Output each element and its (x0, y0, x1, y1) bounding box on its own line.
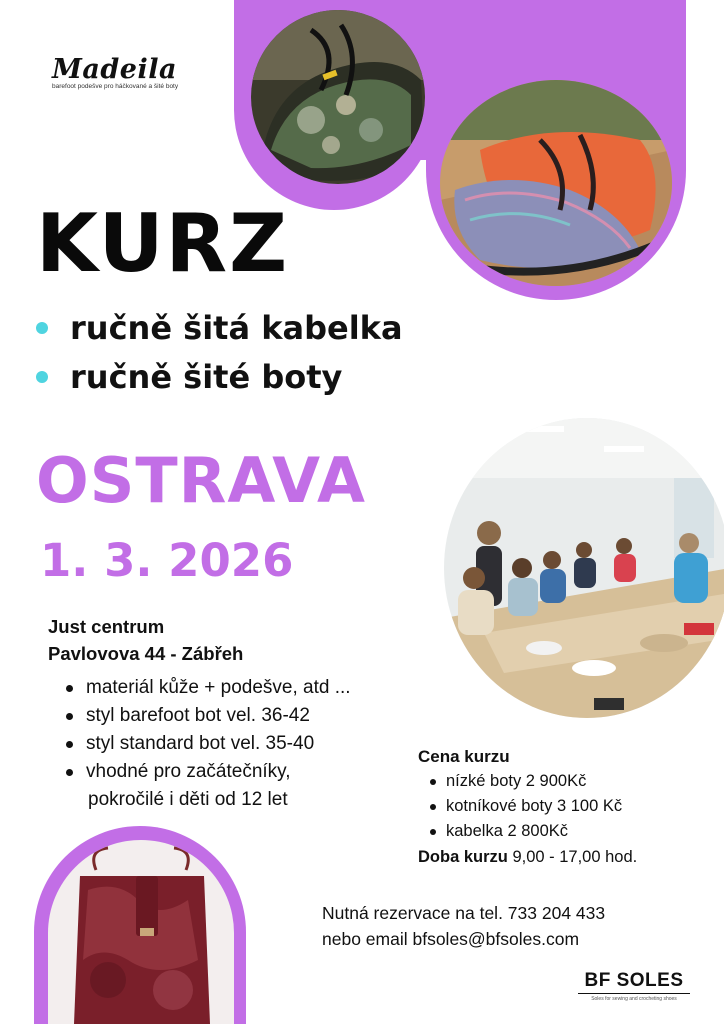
duration-label: Doba kurzu (418, 848, 508, 866)
venue (48, 613, 243, 667)
bf-soles-logo (578, 971, 690, 1002)
pricing-title: Cena kurzu (418, 747, 510, 766)
topic-item (36, 358, 403, 396)
contact (322, 900, 605, 952)
bullet-dot (36, 371, 48, 383)
info-item: styl standard bot vel. 35-40 (64, 730, 351, 758)
price-item: nízké boty 2 900Kč (428, 769, 637, 794)
info-item-continuation: pokročilé i děti od 12 let (88, 789, 288, 810)
city: OSTRAVA (36, 444, 366, 517)
topic-label: ručně šitá kabelka (70, 309, 403, 347)
price-item: kotníkové boty 3 100 Kč (428, 794, 637, 819)
topic-label: ručně šité boty (70, 358, 343, 396)
topic-list (36, 309, 403, 410)
info-item: vhodné pro začátečníky, (64, 758, 351, 786)
madeila-logo (52, 54, 192, 90)
info-item: materiál kůže + podešve, atd ... (64, 674, 351, 702)
pricing-section (418, 745, 637, 870)
headline: KURZ (36, 197, 290, 290)
logo-tagline: barefoot podešve pro háčkované a šité boty (52, 83, 179, 90)
topic-item (36, 309, 403, 347)
contact-email: nebo email bfsoles@bfsoles.com (322, 929, 580, 949)
bullet-dot (36, 322, 48, 334)
leather-bag-photo (48, 840, 234, 1024)
info-item: styl barefoot bot vel. 36-42 (64, 702, 351, 730)
duration-value: 9,00 - 17,00 hod. (512, 848, 638, 866)
event-date: 1. 3. 2026 (40, 534, 294, 587)
venue-name: Just centrum (48, 616, 165, 637)
course-duration (418, 844, 637, 870)
price-item: kabelka 2 800Kč (428, 819, 637, 844)
workshop-photo (444, 418, 724, 718)
bf-soles-name: BF SOLES (584, 970, 684, 991)
floral-shoe-photo (251, 10, 425, 184)
orange-shoe-photo (440, 80, 672, 286)
pricing-list (428, 769, 637, 844)
venue-address: Pavlovova 44 - Zábřeh (48, 643, 244, 664)
logo-name: Madeila (52, 54, 177, 85)
info-list (64, 674, 351, 814)
contact-phone: Nutná rezervace na tel. 733 204 433 (322, 903, 606, 923)
bf-soles-tagline: Soles for sewing and crocheting shoes (591, 996, 677, 1002)
bf-soles-divider (578, 993, 690, 994)
